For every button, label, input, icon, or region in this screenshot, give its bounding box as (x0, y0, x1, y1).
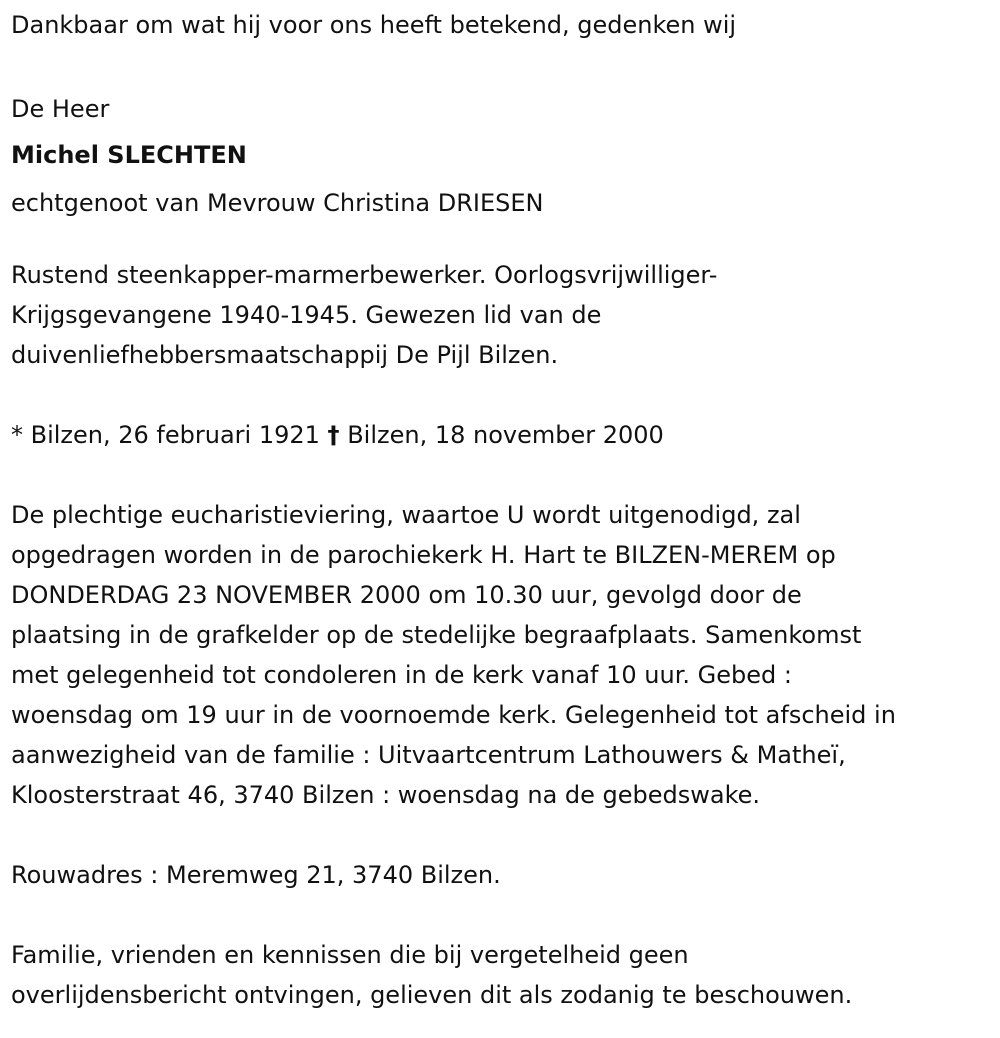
ceremony-line: opgedragen worden in de parochiekerk H. Hart te BILZEN-MEREM op (11, 541, 836, 569)
ceremony-paragraph (11, 495, 989, 815)
closing-line: overlijdensbericht ontvingen, gelieven dit als zodanig te beschouwen. (11, 981, 853, 1009)
deceased-name: Michel SLECHTEN (11, 141, 247, 169)
ceremony-line: DONDERDAG 23 NOVEMBER 2000 om 10.30 uur, gevolgd door de (11, 581, 802, 609)
spacer (11, 815, 989, 855)
dates-line (11, 415, 989, 455)
death-date: Bilzen, 18 november 2000 (347, 421, 664, 449)
salutation: De Heer (11, 95, 110, 123)
closing-line: Familie, vrienden en kennissen die bij vergetelheid geen (11, 941, 689, 969)
spacer (11, 895, 989, 935)
spacer (11, 45, 989, 85)
ceremony-line: met gelegenheid tot condoleren in de kerk vanaf 10 uur. Gebed : (11, 661, 792, 689)
spacer (11, 227, 989, 255)
bio-line: Krijgsgevangene 1940-1945. Gewezen lid van de (11, 301, 602, 329)
bio-line: Rustend steenkapper-marmerbewerker. Oorlogsvrijwilliger- (11, 261, 718, 289)
spacer (11, 375, 989, 415)
biography (11, 255, 989, 375)
closing-paragraph (11, 935, 989, 1015)
ceremony-line: plaatsing in de grafkelder op de stedelijke begraafplaats. Samenkomst (11, 621, 862, 649)
cross-icon: † (327, 421, 340, 449)
spouse-line: echtgenoot van Mevrouw Christina DRIESEN (11, 189, 544, 217)
spacer (11, 455, 989, 495)
mourning-address: Rouwadres : Meremweg 21, 3740 Bilzen. (11, 861, 501, 889)
ceremony-line: aanwezigheid van de familie : Uitvaartcentrum Lathouwers & Matheï, (11, 741, 846, 769)
ceremony-line: De plechtige eucharistieviering, waartoe U wordt uitgenodigd, zal (11, 501, 801, 529)
ceremony-line: woensdag om 19 uur in de voornoemde kerk. Gelegenheid tot afscheid in (11, 701, 896, 729)
bio-line: duivenliefhebbersmaatschappij De Pijl Bilzen. (11, 341, 559, 369)
birth-date: * Bilzen, 26 februari 1921 (11, 421, 320, 449)
ceremony-line: Kloosterstraat 46, 3740 Bilzen : woensdag na de gebedswake. (11, 781, 761, 809)
intro-line: Dankbaar om wat hij voor ons heeft betekend, gedenken wij (11, 11, 737, 39)
